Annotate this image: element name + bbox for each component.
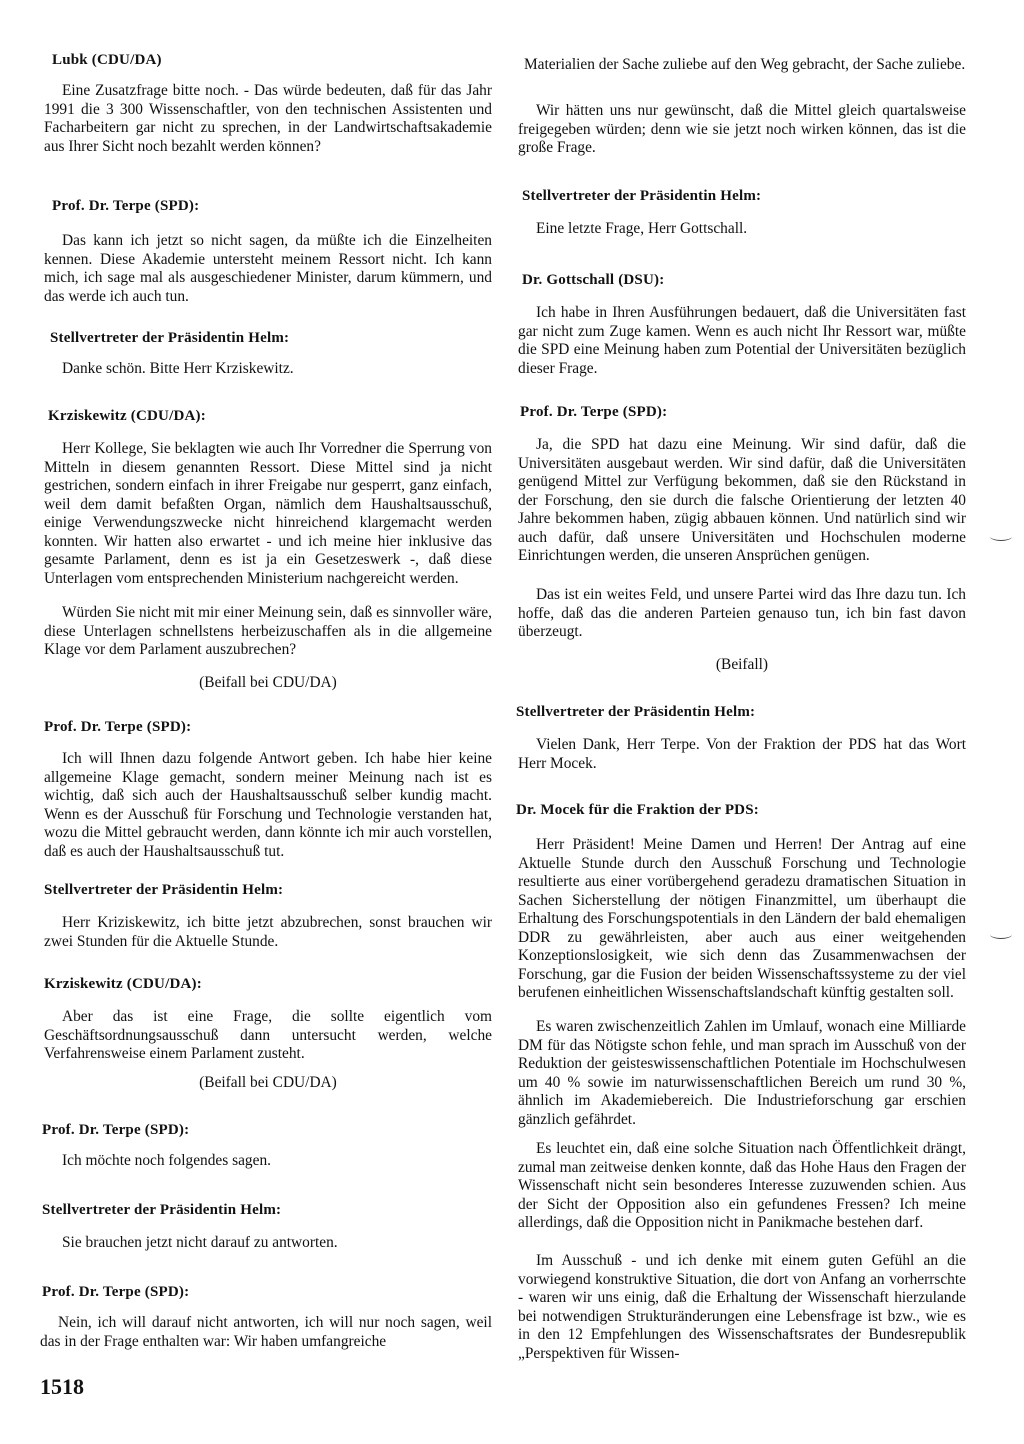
paragraph: Im Ausschuß - und ich denke mit einem guten Gefühl an die vorwiegend konstruktive Situation, die dort von Anfang an vorherrschte - waren wir uns einig, daß die Erhaltung der Wissenschaft hierzulande bei notwendigen Strukturänderungen eine Lebensfrage ist bzw., wie es in den 12 Empfehlungen des Wissenschaftsrates der Bundesrepublik „Perspektiven für Wissen- (518, 1252, 966, 1362)
paragraph: Eine letzte Frage, Herr Gottschall. (536, 220, 748, 237)
applause-note: (Beifall bei CDU/DA) (199, 674, 337, 691)
paragraph: Vielen Dank, Herr Terpe. Von der Fraktion der PDS hat das Wort Herr Mocek. (518, 736, 966, 772)
paragraph: Das kann ich jetzt so nicht sagen, da müßte ich die Einzelheiten kennen. Diese Akademie untersteht meinem Ressort nicht. Ich kann mich, ich sage mal als ausgeschiedener Minister, darum kümmern, und das werde ich auch tun. (44, 232, 492, 305)
speaker-heading: Dr. Gottschall (DSU): (522, 272, 665, 288)
speaker-heading: Stellvertreter der Präsidentin Helm: (44, 882, 284, 898)
paragraph: Nein, ich will darauf nicht antworten, ich will nur noch sagen, weil das in der Frage enthalten war: Wir haben umfangreiche (40, 1314, 492, 1350)
paragraph: Ja, die SPD hat dazu eine Meinung. Wir sind dafür, daß die Universitäten ausgebaut werden. Wir sind dafür, daß die Universitäten genügend Mittel zur Verfügung bekommen, daß sie den Rückstand in der Forschung, den sie durch die falsche Orientierung der letzten 40 Jahre bekommen haben, zügig abbauen können. Und natürlich sind wir auch dafür, daß unsere Universitäten und Hochschulen moderne Einrichtungen werden, die unseren Ansprüchen genügen. (518, 436, 966, 564)
paragraph: Es leuchtet ein, daß eine solche Situation nach Öffentlichkeit drängt, zumal man zeitweise denken konnte, daß das Hohe Haus den Fragen der Wissenschaft nicht sein besonderes Interesse zuzuwenden schien. Aus der Sicht der Opposition also ein gefundenes Fressen? Ich meine allerdings, daß die Opposition nicht in Panikmache bestehen darf. (518, 1140, 966, 1231)
margin-mark (990, 532, 1012, 541)
paragraph: Ich möchte noch folgendes sagen. (62, 1152, 271, 1169)
paragraph: Wir hätten uns nur gewünscht, daß die Mittel gleich quartalsweise freigegeben würden; denn wie sie jetzt noch wirken können, das ist die große Frage. (518, 102, 966, 156)
speaker-heading: Stellvertreter der Präsidentin Helm: (516, 704, 756, 720)
speaker-heading: Lubk (CDU/DA) (52, 52, 162, 68)
paragraph: Ich will Ihnen dazu folgende Antwort geben. Ich habe hier keine allgemeine Klage gemacht, sondern meiner Meinung nach ist es wichtig, daß sich auch der Haushaltsausschuß selber kundig macht. Wenn es der Ausschuß für Forschung und Technologie verstanden hat, wozu die Mittel gebraucht werden, dann könnte ich mir auch vorstellen, daß es auch der Haushaltsausschuß tut. (44, 750, 492, 860)
paragraph: Sie brauchen jetzt nicht darauf zu antworten. (62, 1234, 338, 1251)
speaker-heading: Krziskewitz (CDU/DA): (44, 976, 202, 992)
speaker-heading: Dr. Mocek für die Fraktion der PDS: (516, 802, 759, 818)
paragraph: Herr Präsident! Meine Damen und Herren! Der Antrag auf eine Aktuelle Stunde durch den Ausschuß Forschung und Technologie resultierte aus einer vorübergehend geradezu dramatischen Situation in Sachen Sicherstellung der nötigen Finanzmittel, um überhaupt die Erhaltung des Forschungspotentials in den Ländern der bald ehemaligen DDR zu gewährleisten, aber auch aus einer weitgehenden Konzeptionslosigkeit, wie sich denn das Zusammenwachsen der Forschung, gar die Fusion der beiden Wissenschaftssysteme zu der viel berufenen einheitlichen Wissenschaftslandschaft künftig gestalten soll. (518, 836, 966, 1001)
margin-mark (990, 930, 1012, 939)
paragraph: Würden Sie nicht mit mir einer Meinung sein, daß es sinnvoller wäre, diese Unterlagen schnellstens herbeizuschaffen als in die allgemeine Klage vor dem Parlament auszubrechen? (44, 604, 492, 658)
speaker-heading: Stellvertreter der Präsidentin Helm: (42, 1202, 282, 1218)
speaker-heading: Prof. Dr. Terpe (SPD): (520, 404, 668, 420)
paragraph: Herr Kriziskewitz, ich bitte jetzt abzubrechen, sonst brauchen wir zwei Stunden für die Aktuelle Stunde. (44, 914, 492, 950)
speaker-heading: Stellvertreter der Präsidentin Helm: (50, 330, 290, 346)
applause-note: (Beifall bei CDU/DA) (199, 1074, 337, 1091)
paragraph: Herr Kollege, Sie beklagten wie auch Ihr Vorredner die Sperrung von Mitteln in diesem genannten Ressort. Diese Mittel sind ja nicht gestrichen, sondern einfach in ihrer Freigabe nur gesperrt, ganz einfach, weil dem damit befaßten Organ, nämlich dem Haushaltsausschuß, einige Verwendungszwecke nicht hinreichend klargemacht werden konnten. Wir hatten also erwartet - und ich meine hier inklusive das gesamte Parlament, denn es ist ja ein Gesetzeswerk -, daß diese Unterlagen vom entsprechenden Ministerium nachgereicht werden. (44, 440, 492, 587)
paragraph: Danke schön. Bitte Herr Krziskewitz. (62, 360, 294, 377)
paragraph: Ich habe in Ihren Ausführungen bedauert, daß die Universitäten fast gar nicht zum Zuge kamen. Wenn es auch nicht Ihr Ressort war, müßte die SPD eine Meinung haben zum Potential der Universitäten bezüglich dieser Frage. (518, 304, 966, 377)
speaker-heading: Prof. Dr. Terpe (SPD): (44, 719, 192, 735)
paragraph: Eine Zusatzfrage bitte noch. - Das würde bedeuten, daß für das Jahr 1991 die 3 300 Wissenschaftler, von den technischen Assistenten und Facharbeitern gar nicht zu sprechen, in der Landwirtschaftsakademie aus Ihrer Sicht noch bezahlt werden können? (44, 82, 492, 155)
speaker-heading: Stellvertreter der Präsidentin Helm: (522, 188, 762, 204)
page-number: 1518 (40, 1374, 84, 1399)
paragraph: Das ist ein weites Feld, und unsere Partei wird das Ihre dazu tun. Ich hoffe, daß das die anderen Parteien genauso tun, ich bin fast davon überzeugt. (518, 586, 966, 640)
speaker-heading: Prof. Dr. Terpe (SPD): (42, 1284, 190, 1300)
speaker-heading: Krziskewitz (CDU/DA): (48, 408, 206, 424)
paragraph: Es waren zwischenzeitlich Zahlen im Umlauf, wonach eine Milliarde DM für das Nötigste schon fehle, und man sprach im Ausschuß von der Reduktion der geisteswissenschaftlichen Potentiale im Hochschulwesen um 40 % sowie im naturwissenschaftlichen Bereich um rund 30 %, ähnlich im Akademiebereich. Die Industrieforschung gar erschien gänzlich gefährdet. (518, 1018, 966, 1128)
speaker-heading: Prof. Dr. Terpe (SPD): (52, 198, 200, 214)
applause-note: (Beifall) (715, 656, 769, 673)
speaker-heading: Prof. Dr. Terpe (SPD): (42, 1122, 190, 1138)
paragraph: Aber das ist eine Frage, die sollte eigentlich vom Geschäftsordnungsausschuß dann untersucht werden, welche Verfahrensweise einem Parlament zusteht. (44, 1008, 492, 1062)
paragraph: Materialien der Sache zuliebe auf den Weg gebracht, der Sache zuliebe. (524, 56, 966, 73)
